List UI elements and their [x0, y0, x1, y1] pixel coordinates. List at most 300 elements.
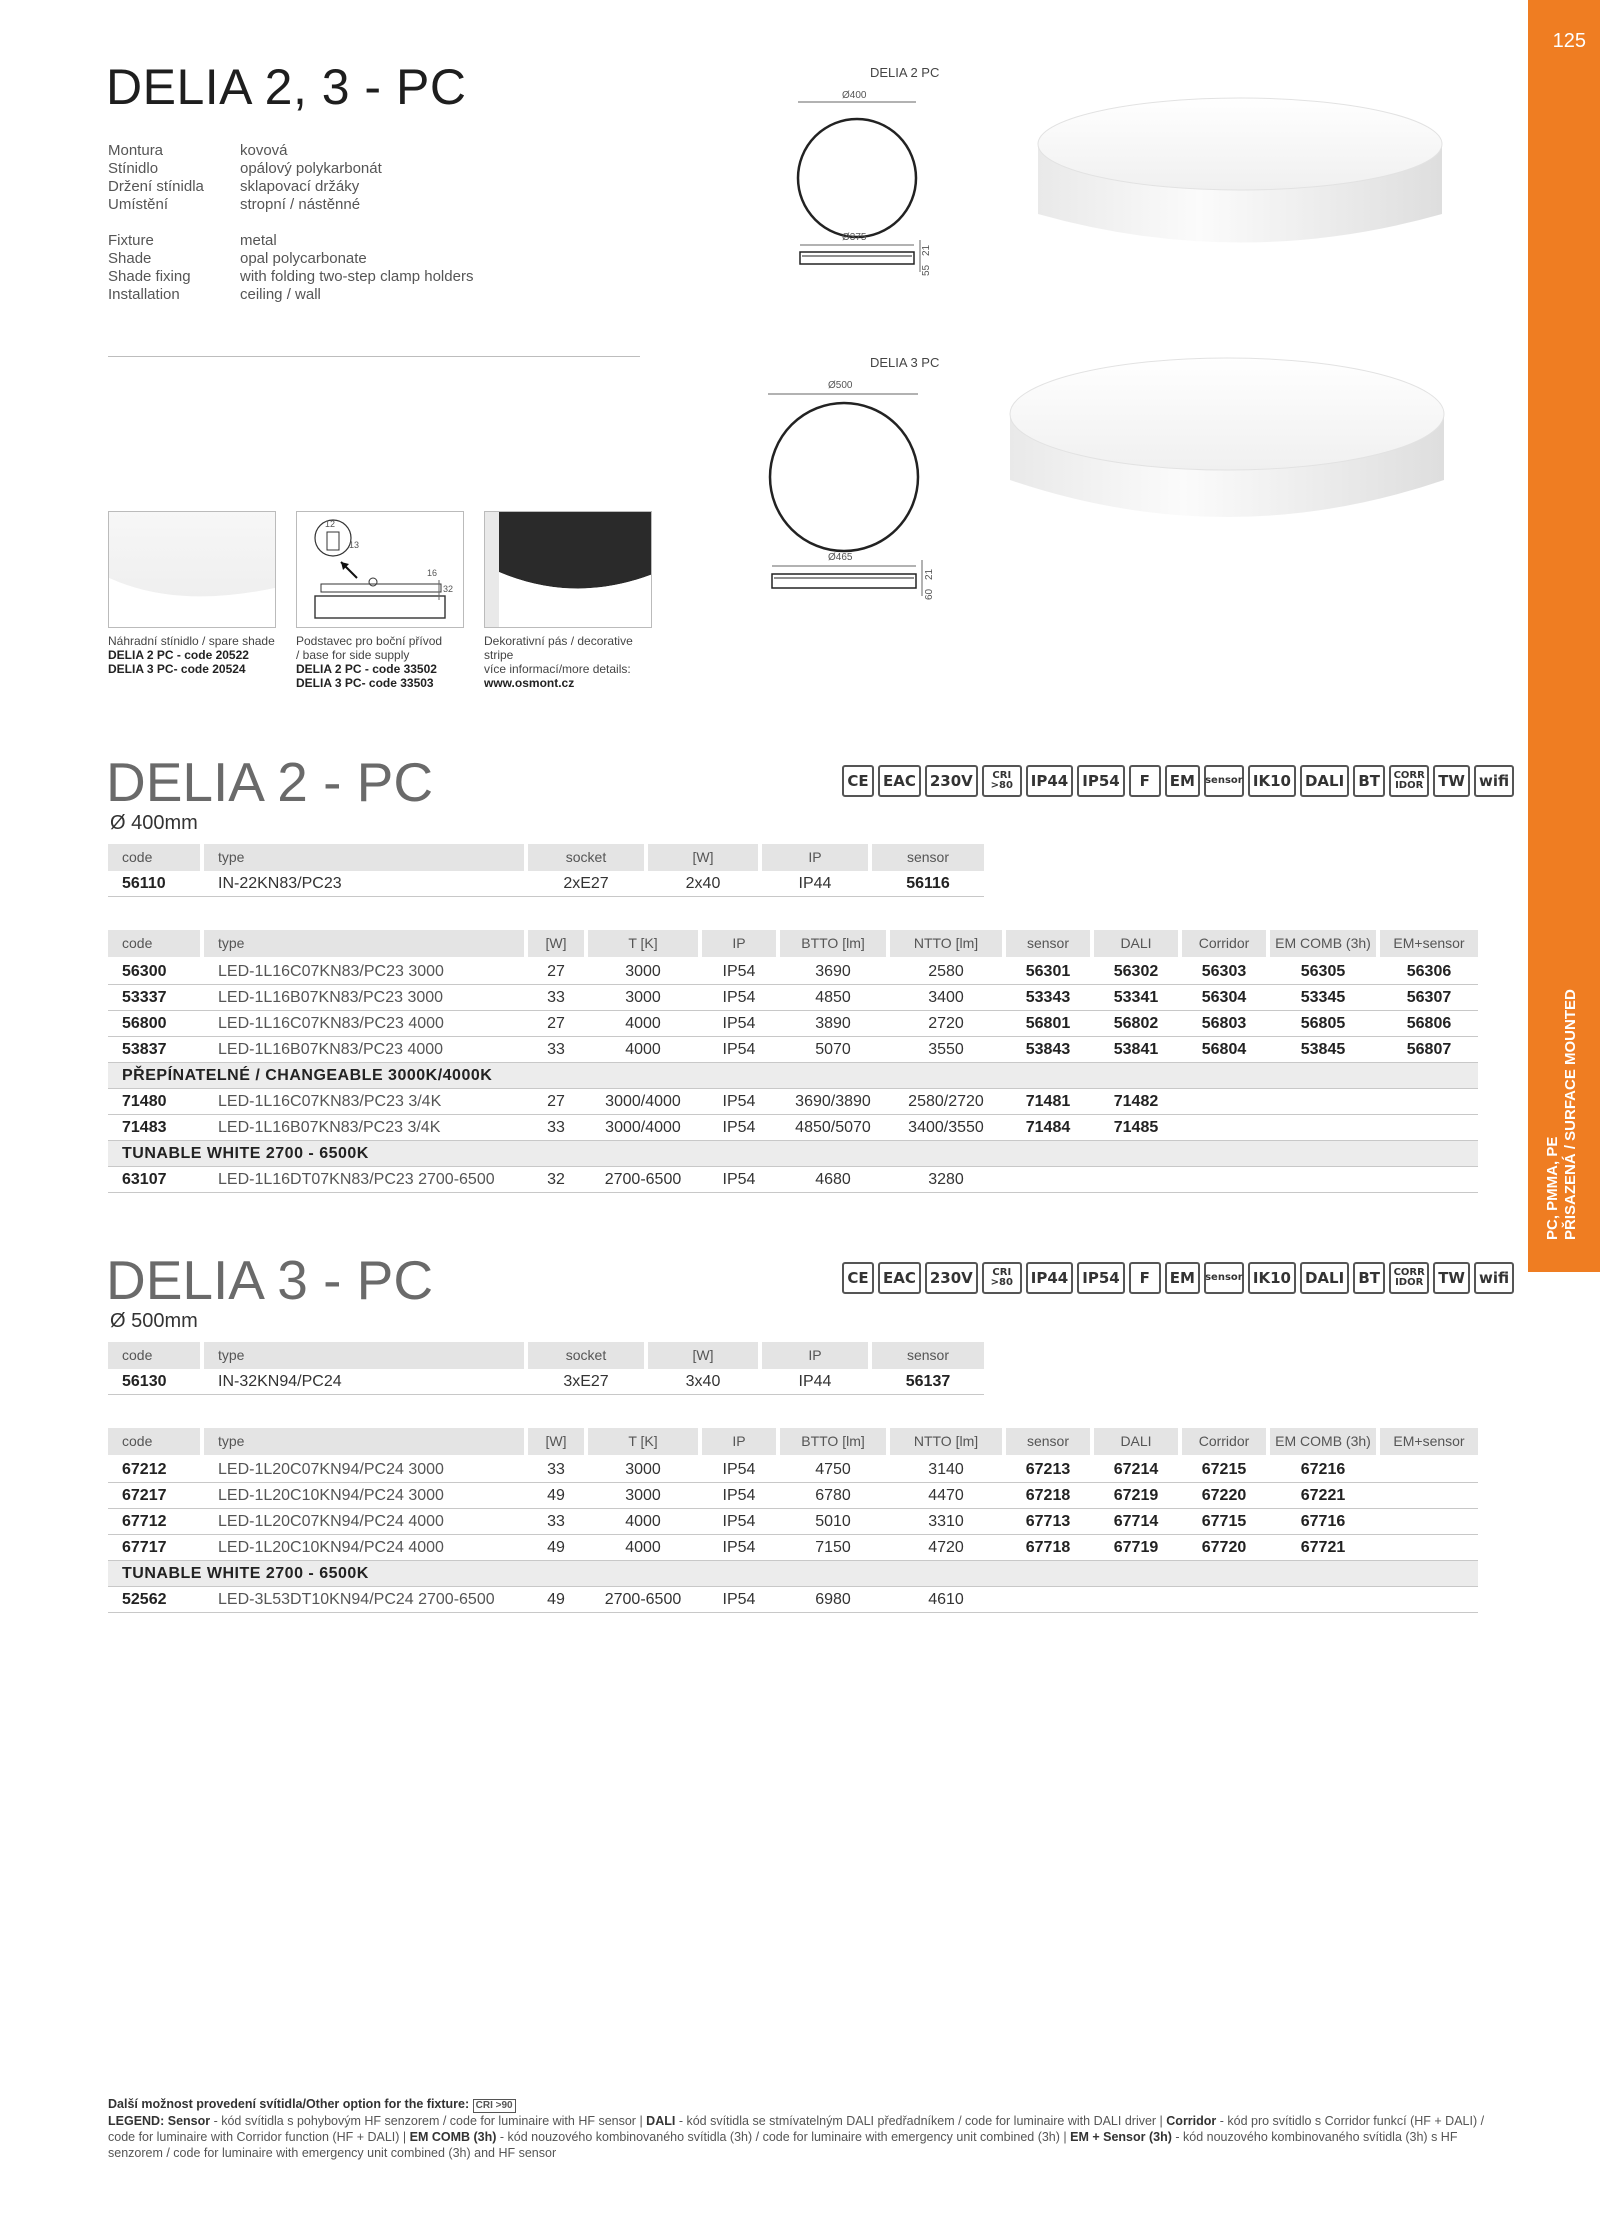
d2-dia-bottom: Ø375: [842, 232, 867, 243]
thumb2-line1: Podstavec pro boční přívod: [296, 634, 443, 648]
table-cell: 2720: [928, 1015, 964, 1032]
delia3-diameter: Ø 500mm: [110, 1310, 198, 1332]
table-cell: 4850: [815, 989, 851, 1006]
table-cell: [1270, 1167, 1376, 1192]
delia3-icons: [842, 1262, 1514, 1294]
delia3-table-socket: [108, 1342, 984, 1395]
cert-icon-wifi: wifi: [1474, 765, 1514, 797]
table-cell: 71480: [122, 1093, 167, 1110]
table-cell: [1094, 1587, 1178, 1612]
col-header: type: [204, 844, 524, 871]
table-cell: 56804: [1201, 1041, 1247, 1058]
spec-value: with folding two-step clamp holders: [240, 268, 474, 285]
table-row: [108, 1011, 1478, 1037]
thumb2-line2: / base for side supply: [296, 648, 410, 662]
table-cell: 67219: [1113, 1487, 1159, 1504]
legend-em-sensor-text: - kód nouzového kombinovaného svítidla (3h) s HF senzorem / code for luminaire with emergency unit combined (3h) and HF sensor: [108, 2130, 1458, 2160]
cert-icon-corr-idor: CORR IDOR: [1389, 1262, 1429, 1294]
table-cell: 2xE27: [563, 875, 609, 892]
table-cell: LED-1L16B07KN83/PC23 3000: [218, 989, 444, 1006]
col-header: [W]: [648, 1342, 758, 1369]
page-title: DELIA 2, 3 - PC: [106, 59, 467, 115]
table-cell: 67218: [1025, 1487, 1071, 1504]
side-tab-line2: PŘISAZENÁ / SURFACE MOUNTED: [1562, 989, 1579, 1240]
cert-icon-ik10: IK10: [1248, 1262, 1296, 1294]
table-cell: 56800: [122, 1015, 167, 1032]
table-cell: 4470: [928, 1487, 964, 1504]
thumb2-code2: DELIA 3 PC- code 33503: [296, 676, 434, 690]
table-cell: 67221: [1300, 1487, 1346, 1504]
col-header: type: [204, 930, 524, 957]
thumb1-line1: Náhradní stínidlo / spare shade: [108, 634, 275, 648]
cert-icon-ik10: IK10: [1248, 765, 1296, 797]
legend: [108, 2096, 1498, 2161]
table-cell: 67721: [1300, 1539, 1346, 1556]
table-cell: 56130: [122, 1373, 167, 1390]
table-row: [108, 1089, 1478, 1115]
table-cell: 67715: [1201, 1513, 1247, 1530]
thumb-caption-1: [108, 634, 288, 676]
cert-icon-eac: EAC: [878, 765, 921, 797]
cert-icon-ip54: IP54: [1077, 765, 1124, 797]
table-cell: LED-1L20C10KN94/PC24 4000: [218, 1539, 444, 1556]
table-cell: 33: [547, 1119, 565, 1136]
cert-icon-ip44: IP44: [1026, 1262, 1073, 1294]
cert-icon-230v: 230V: [925, 1262, 978, 1294]
table-row: [108, 985, 1478, 1011]
legend-dali-text: - kód svítidla se stmívatelným DALI předřadníkem / code for luminaire with DALI driver |: [675, 2114, 1167, 2128]
table-row: [108, 959, 1478, 985]
cert-icon-bt: BT: [1353, 1262, 1385, 1294]
col-header: sensor: [1006, 1428, 1090, 1455]
group-row: TUNABLE WHITE 2700 - 6500K: [108, 1561, 1478, 1587]
table-cell: 3000: [625, 1487, 661, 1504]
table-cell: 33: [547, 1041, 565, 1058]
table-cell: 67720: [1201, 1539, 1247, 1556]
spec-value: kovová: [240, 142, 288, 159]
table-cell: 53345: [1300, 989, 1346, 1006]
table-cell: 53341: [1113, 989, 1159, 1006]
table-cell: 56300: [122, 963, 167, 980]
table-cell: 27: [547, 963, 565, 980]
product-image-d3: [1002, 354, 1452, 534]
table-cell: 71484: [1025, 1119, 1071, 1136]
cert-icon-ip54: IP54: [1077, 1262, 1124, 1294]
col-header: T [K]: [588, 930, 698, 957]
d3-dia-top: Ø500: [828, 380, 853, 391]
table-cell: 67213: [1025, 1461, 1071, 1478]
cert-icon-dali: DALI: [1300, 765, 1349, 797]
table-cell: 4610: [928, 1591, 964, 1608]
table-cell: 3000/4000: [605, 1119, 681, 1136]
col-header: EM+sensor: [1380, 930, 1478, 957]
thumb-dim-3: 16: [427, 568, 438, 578]
cert-icon-cri-80: CRI >80: [982, 765, 1022, 797]
table-cell: 2x40: [685, 875, 721, 892]
table-cell: 4850/5070: [795, 1119, 871, 1136]
table-cell: 2580: [928, 963, 964, 980]
spec-label: Shade: [108, 250, 152, 267]
col-header: code: [108, 1342, 200, 1369]
table-cell: 67212: [122, 1461, 167, 1478]
legend-sensor: Sensor: [167, 2114, 211, 2128]
table-row: [108, 1167, 1478, 1193]
cert-icon-cri-80: CRI >80: [982, 1262, 1022, 1294]
drawing-d2: [790, 80, 960, 280]
spec-label: Montura: [108, 142, 164, 159]
cert-icon-tw: TW: [1433, 1262, 1470, 1294]
cert-icon-f: F: [1129, 765, 1161, 797]
table-cell: [1182, 1115, 1266, 1140]
col-header: code: [108, 844, 200, 871]
table-cell: [1380, 1115, 1478, 1140]
col-header: NTTO [lm]: [890, 930, 1002, 957]
table-cell: 3550: [928, 1041, 964, 1058]
table-cell: 3000/4000: [605, 1093, 681, 1110]
col-header: sensor: [872, 1342, 984, 1369]
table-cell: [1270, 1587, 1376, 1612]
col-header: [W]: [648, 844, 758, 871]
table-cell: 67712: [122, 1513, 167, 1530]
table-cell: 56803: [1201, 1015, 1247, 1032]
col-header: DALI: [1094, 1428, 1178, 1455]
table-cell: [1006, 1167, 1090, 1192]
table-cell: [1182, 1167, 1266, 1192]
cert-icon-bt: BT: [1353, 765, 1385, 797]
table-cell: 71483: [122, 1119, 167, 1136]
table-cell: 3000: [625, 989, 661, 1006]
table-cell: 56806: [1406, 1015, 1452, 1032]
table-cell: [1380, 1167, 1478, 1192]
table-cell: [1182, 1587, 1266, 1612]
thumb-decorative-stripe: [484, 511, 652, 628]
specs-cz: [108, 142, 540, 214]
col-header: IP: [702, 1428, 776, 1455]
col-header: Corridor: [1182, 1428, 1266, 1455]
d3-inner: 21: [924, 568, 935, 580]
table-cell: [1094, 1167, 1178, 1192]
thumb3-line1: Dekorativní pás / decorative: [484, 634, 633, 648]
table-cell: IP54: [722, 1041, 756, 1058]
table-cell: [1270, 1115, 1376, 1140]
thumb3-line2: stripe: [484, 648, 514, 662]
table-cell: [1380, 1535, 1478, 1560]
table-cell: 4000: [625, 1513, 661, 1530]
col-header: IP: [762, 1342, 868, 1369]
table-cell: 3xE27: [563, 1373, 609, 1390]
table-cell: 52562: [122, 1591, 167, 1608]
table-header: [108, 1342, 984, 1369]
col-header: [W]: [528, 930, 584, 957]
legend-corridor-text: - kód pro svítidlo s Corridor funkcí (HF + DALI) / code for luminaire with Corridor function (HF + DALI) |: [108, 2114, 1485, 2144]
col-header: BTTO [lm]: [780, 1428, 886, 1455]
table-cell: 6980: [815, 1591, 851, 1608]
spec-value: metal: [240, 232, 277, 249]
table-cell: 3000: [625, 1461, 661, 1478]
col-header: Corridor: [1182, 930, 1266, 957]
spec-label: Stínidlo: [108, 160, 159, 177]
table-cell: 49: [547, 1591, 565, 1608]
table-cell: 3x40: [685, 1373, 721, 1390]
table-row: [108, 1037, 1478, 1063]
table-cell: LED-1L16C07KN83/PC23 3000: [218, 963, 444, 980]
table-cell: 2580/2720: [908, 1093, 984, 1110]
table-cell: 33: [547, 1461, 565, 1478]
cert-icon-tw: TW: [1433, 765, 1470, 797]
table-row: [108, 1535, 1478, 1561]
side-tab-label: [1544, 920, 1580, 1240]
table-cell: [1380, 1457, 1478, 1482]
legend-other-option: Další možnost provedení svítidla/Other option for the fixture:: [108, 2097, 470, 2111]
cert-icon-em: EM: [1165, 765, 1200, 797]
header-divider: [108, 356, 640, 357]
table-cell: 49: [547, 1539, 565, 1556]
table-row: [108, 1483, 1478, 1509]
legend-label: LEGEND:: [108, 2114, 165, 2128]
thumb-dim-1: 12: [325, 519, 336, 529]
col-header: type: [204, 1342, 524, 1369]
table-cell: 3890: [815, 1015, 851, 1032]
table-cell: IP54: [722, 1461, 756, 1478]
table-cell: 56116: [906, 875, 950, 892]
product-image-d2: [1030, 96, 1450, 256]
table-cell: IP44: [798, 1373, 832, 1390]
col-header: socket: [528, 1342, 644, 1369]
table-cell: 67713: [1025, 1513, 1071, 1530]
table-cell: 56807: [1406, 1041, 1452, 1058]
table-cell: 32: [547, 1171, 565, 1188]
table-cell: 67217: [122, 1487, 167, 1504]
table-cell: 71482: [1113, 1093, 1159, 1110]
table-cell: 53337: [122, 989, 167, 1006]
delia2-title: DELIA 2 - PC: [106, 751, 434, 813]
thumb3-link[interactable]: www.osmont.cz: [484, 676, 575, 690]
spec-value: stropní / nástěnné: [240, 196, 361, 213]
table-cell: 33: [547, 1513, 565, 1530]
specs-en: [108, 232, 540, 304]
col-header: BTTO [lm]: [780, 930, 886, 957]
thumb-spare-shade: [108, 511, 276, 628]
cert-icon-ce: CE: [842, 1262, 874, 1294]
table-cell: LED-1L20C07KN94/PC24 4000: [218, 1513, 444, 1530]
table-cell: 56301: [1025, 963, 1071, 980]
table-cell: IP54: [722, 1119, 756, 1136]
d2-height: 55: [921, 264, 932, 276]
table-cell: 56305: [1300, 963, 1346, 980]
table-cell: LED-1L16B07KN83/PC23 4000: [218, 1041, 444, 1058]
table-cell: 3400/3550: [908, 1119, 984, 1136]
table-cell: IN-22KN83/PC23: [218, 875, 342, 892]
table-cell: 56306: [1406, 963, 1452, 980]
d2-dia-top: Ø400: [842, 90, 867, 101]
table-cell: [1380, 1089, 1478, 1114]
col-header: [W]: [528, 1428, 584, 1455]
spec-label: Držení stínidla: [108, 178, 204, 195]
group-row: TUNABLE WHITE 2700 - 6500K: [108, 1141, 1478, 1167]
table-cell: LED-1L16C07KN83/PC23 4000: [218, 1015, 444, 1032]
drawing-d2-label: DELIA 2 PC: [870, 65, 940, 80]
table-cell: IP54: [722, 1093, 756, 1110]
table-cell: [1270, 1089, 1376, 1114]
table-cell: 5010: [815, 1513, 851, 1530]
spec-value: opal polycarbonate: [240, 250, 367, 267]
spec-label: Shade fixing: [108, 268, 191, 285]
table-cell: 4750: [815, 1461, 851, 1478]
table-cell: 56805: [1300, 1015, 1346, 1032]
d3-dia-bottom: Ø465: [828, 552, 853, 563]
col-header: EM+sensor: [1380, 1428, 1478, 1455]
table-cell: 3000: [625, 963, 661, 980]
table-row: [108, 871, 984, 897]
col-header: IP: [762, 844, 868, 871]
thumb-caption-2: [296, 634, 476, 690]
table-cell: 27: [547, 1015, 565, 1032]
table-row: [108, 1509, 1478, 1535]
col-header: socket: [528, 844, 644, 871]
col-header: IP: [702, 930, 776, 957]
thumb-caption-3: [484, 634, 664, 690]
drawing-d3: [758, 370, 958, 610]
col-header: DALI: [1094, 930, 1178, 957]
side-tab-line1: PC, PMMA, PE: [1544, 1136, 1561, 1240]
table-cell: 4680: [815, 1171, 851, 1188]
table-row: [108, 1587, 1478, 1613]
thumb1-code2: DELIA 3 PC- code 20524: [108, 662, 246, 676]
cert-icon-dali: DALI: [1300, 1262, 1349, 1294]
legend-dali: DALI: [646, 2114, 676, 2128]
col-header: sensor: [1006, 930, 1090, 957]
table-cell: 4720: [928, 1539, 964, 1556]
table-cell: 3690: [815, 963, 851, 980]
table-cell: 67719: [1113, 1539, 1159, 1556]
table-cell: IP54: [722, 1513, 756, 1530]
thumb-dim-2: 13: [349, 540, 360, 550]
table-row: [108, 1369, 984, 1395]
table-cell: 3310: [928, 1513, 964, 1530]
table-cell: 4000: [625, 1041, 661, 1058]
table-cell: 53845: [1300, 1041, 1346, 1058]
legend-em-comb-text: - kód nouzového kombinovaného svítidla (3h) / code for luminaire with emergency unit combined (3h) |: [496, 2130, 1071, 2144]
table-cell: 56303: [1201, 963, 1247, 980]
table-cell: IP54: [722, 1487, 756, 1504]
cert-icon-ip44: IP44: [1026, 765, 1073, 797]
table-cell: 4000: [625, 1015, 661, 1032]
legend-corridor: Corridor: [1166, 2114, 1217, 2128]
table-cell: 49: [547, 1487, 565, 1504]
table-cell: IN-32KN94/PC24: [218, 1373, 342, 1390]
thumb-side-supply-base: [296, 511, 464, 628]
table-cell: [1006, 1587, 1090, 1612]
table-cell: 27: [547, 1093, 565, 1110]
table-cell: [1380, 1587, 1478, 1612]
table-cell: 4000: [625, 1539, 661, 1556]
table-cell: IP44: [798, 875, 832, 892]
col-header: code: [108, 1428, 200, 1455]
table-cell: LED-1L16C07KN83/PC23 3/4K: [218, 1093, 442, 1110]
cert-icon-corr-idor: CORR IDOR: [1389, 765, 1429, 797]
cert-icon-sensor: sensor: [1204, 1262, 1244, 1294]
table-cell: [1380, 1509, 1478, 1534]
delia2-table-led: [108, 930, 1478, 1193]
table-cell: 3280: [928, 1171, 964, 1188]
table-cell: 56302: [1113, 963, 1159, 980]
spec-label: Installation: [108, 286, 180, 303]
d2-inner: 21: [921, 244, 932, 256]
table-cell: 2700-6500: [604, 1591, 682, 1608]
table-cell: 67718: [1025, 1539, 1071, 1556]
table-cell: LED-3L53DT10KN94/PC24 2700-6500: [218, 1591, 495, 1608]
group-row: PŘEPÍNATELNÉ / CHANGEABLE 3000K/4000K: [108, 1063, 1478, 1089]
table-cell: LED-1L16DT07KN83/PC23 2700-6500: [218, 1171, 495, 1188]
table-cell: 67716: [1300, 1513, 1346, 1530]
cert-icon-f: F: [1129, 1262, 1161, 1294]
legend-em-comb: EM COMB (3h): [409, 2130, 497, 2144]
table-cell: LED-1L20C10KN94/PC24 3000: [218, 1487, 444, 1504]
legend-sensor-text: - kód svítidla s pohybovým HF senzorem / code for luminaire with HF sensor |: [210, 2114, 647, 2128]
delia2-icons: [842, 765, 1514, 797]
table-cell: 5070: [815, 1041, 851, 1058]
table-cell: 71481: [1025, 1093, 1071, 1110]
cert-icon-sensor: sensor: [1204, 765, 1244, 797]
table-cell: 67220: [1201, 1487, 1247, 1504]
col-header: type: [204, 1428, 524, 1455]
col-header: EM COMB (3h): [1270, 1428, 1376, 1455]
table-cell: 2700-6500: [604, 1171, 682, 1188]
delia2-table-socket: [108, 844, 984, 897]
table-cell: IP54: [722, 1015, 756, 1032]
table-cell: IP54: [722, 1539, 756, 1556]
cert-icon-wifi: wifi: [1474, 1262, 1514, 1294]
table-cell: 67214: [1113, 1461, 1159, 1478]
delia3-title: DELIA 3 - PC: [106, 1249, 434, 1311]
table-cell: 56307: [1406, 989, 1452, 1006]
table-row: [108, 1115, 1478, 1141]
table-cell: 71485: [1113, 1119, 1159, 1136]
cert-icon-em: EM: [1165, 1262, 1200, 1294]
d3-height: 60: [924, 588, 935, 600]
thumb-dim-4: 32: [443, 584, 454, 594]
table-cell: 53343: [1025, 989, 1071, 1006]
table-cell: 56110: [122, 875, 166, 892]
table-cell: 53837: [122, 1041, 167, 1058]
table-cell: LED-1L16B07KN83/PC23 3/4K: [218, 1119, 441, 1136]
thumb3-line3: více informací/more details:: [484, 662, 631, 676]
col-header: T [K]: [588, 1428, 698, 1455]
table-cell: 7150: [815, 1539, 851, 1556]
cert-icon-eac: EAC: [878, 1262, 921, 1294]
page-number: 125: [1552, 30, 1586, 52]
drawing-d3-label: DELIA 3 PC: [870, 355, 940, 370]
table-cell: 6780: [815, 1487, 851, 1504]
table-cell: 56304: [1201, 989, 1247, 1006]
table-cell: [1182, 1089, 1266, 1114]
table-cell: IP54: [722, 989, 756, 1006]
spec-value: ceiling / wall: [240, 286, 321, 303]
table-cell: 3140: [928, 1461, 964, 1478]
table-header: [108, 930, 1478, 957]
table-header: [108, 844, 984, 871]
table-cell: 33: [547, 989, 565, 1006]
legend-em-sensor: EM + Sensor (3h): [1070, 2130, 1172, 2144]
delia3-table-led: [108, 1428, 1478, 1613]
col-header: NTTO [lm]: [890, 1428, 1002, 1455]
table-cell: 3690/3890: [795, 1093, 871, 1110]
cert-icon-ce: CE: [842, 765, 874, 797]
table-row: [108, 1457, 1478, 1483]
thumb1-code1: DELIA 2 PC - code 20522: [108, 648, 249, 662]
table-cell: 56802: [1113, 1015, 1159, 1032]
cert-icon-230v: 230V: [925, 765, 978, 797]
